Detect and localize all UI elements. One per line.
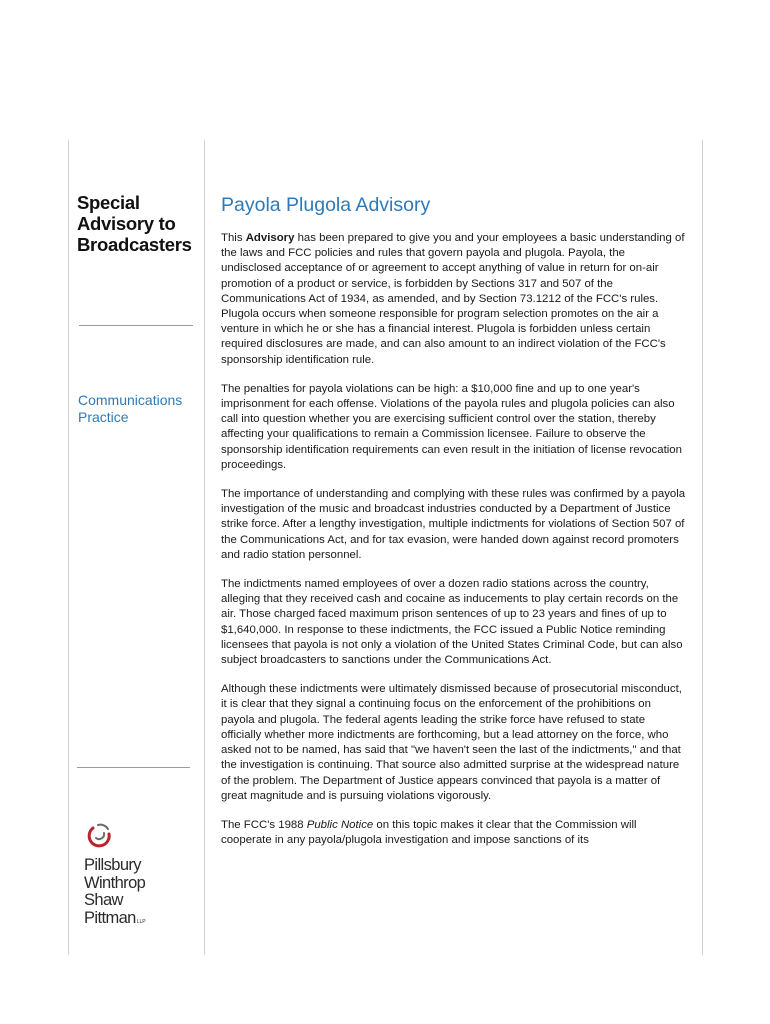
logo-line: Pittman [84, 908, 136, 927]
paragraph-italic-text: Public Notice [306, 818, 374, 831]
right-border-line [702, 140, 703, 955]
firm-logo [84, 822, 194, 931]
paragraph-1 [221, 231, 687, 368]
main-content [221, 193, 687, 862]
logo-line: Shaw [84, 891, 123, 909]
practice-label-line: Practice [78, 409, 129, 425]
paragraph-text: has been prepared to give you and your employees a basic understanding of the laws and FCC policies and rules that govern payola and plugola. Payola, the undisclosed acceptance of or agreement to accept anything of value in return for on-air promotion of a product or service, is forbidden by Sections 317 and 507 of the Communications Act of 1934, as amended, and by Section 73.1212 of the FCC's rules. Plugola occurs when someone responsible for program selection promotes on the air a venture in which he or she has a financial interest. Plugola is forbidden unless certain required disclosures are made, and can also amount to an indirect violation of the FCC's sponsorship identification rule. [221, 232, 685, 366]
logo-mark-icon [84, 822, 114, 850]
logo-suffix: LLP [136, 918, 146, 925]
sidebar-divider [77, 767, 190, 768]
logo-line: Pillsbury [84, 856, 141, 874]
paragraph-5: Although these indictments were ultimately dismissed because of prosecutorial misconduct, it is clear that they signal a continuing focus on the enforcement of the prohibitions on payola and plugola. The federal agents leading the strike force have refused to state officially whether more indictments are forthcoming, but a lead attorney on the force, who asked not to be named, has said that "we haven't seen the last of the indictments," and that the investigation is continuing. That source also admitted surprise at the widespread nature of the problem. The Department of Justice appears convinced that payola is a matter of great magnitude and is pursuing violations vigorously. [221, 683, 682, 802]
page-title: Payola Plugola Advisory [221, 194, 431, 216]
logo-wordmark [84, 857, 194, 931]
paragraph-2: The penalties for payola violations can be high: a $10,000 fine and up to one year's imprisonment for each offense. Violations of the payola rules and plugola policies can also call into question whether you are exercising sufficient control over the station, thereby affecting your qualifications to remain a Commission licensee. Failure to observe the sponsorship identification requirements can even result in the initiation of license revocation proceedings. [221, 382, 682, 471]
paragraph-6 [221, 818, 687, 848]
paragraph-text: on this topic makes it clear that the Commission will cooperate in any payola/plugola investigation and impose sanctions of its [221, 818, 637, 847]
paragraph-bold-text: Advisory [245, 232, 295, 244]
sidebar-title-line: Advisory to [77, 213, 176, 234]
practice-label [78, 392, 198, 426]
paragraph-text: The FCC's 1988 [221, 818, 307, 831]
left-border-line [68, 140, 69, 955]
logo-line-last [84, 910, 194, 932]
sidebar-title-line: Special [77, 192, 140, 213]
paragraph-text: This [221, 232, 246, 244]
sidebar-title [77, 192, 202, 255]
practice-label-line: Communications [78, 392, 183, 408]
logo-line: Winthrop [84, 873, 146, 892]
sidebar-divider [79, 325, 193, 326]
paragraph-4: The indictments named employees of over a dozen radio stations across the country, alleging that they received cash and cocaine as inducements to play certain records on the air. Those charged faced maximum prison sentences of up to 23 years and fines of up to $1,640,000. In response to these indictments, the FCC issued a Public Notice reminding licensees that payola is not only a violation of the United States Criminal Code, but can also subject broadcasters to sanctions under the Communications Act. [221, 578, 683, 667]
column-divider-line [204, 140, 205, 955]
paragraph-3: The importance of understanding and complying with these rules was confirmed by a payola investigation of the music and broadcast industries conducted by a Department of Justice strike force. After a lengthy investigation, multiple indictments for violations of Section 507 of the Communications Act, and for tax evasion, were handed down against record promoters and radio station personnel. [221, 488, 686, 561]
sidebar-title-line: Broadcasters [77, 234, 192, 255]
